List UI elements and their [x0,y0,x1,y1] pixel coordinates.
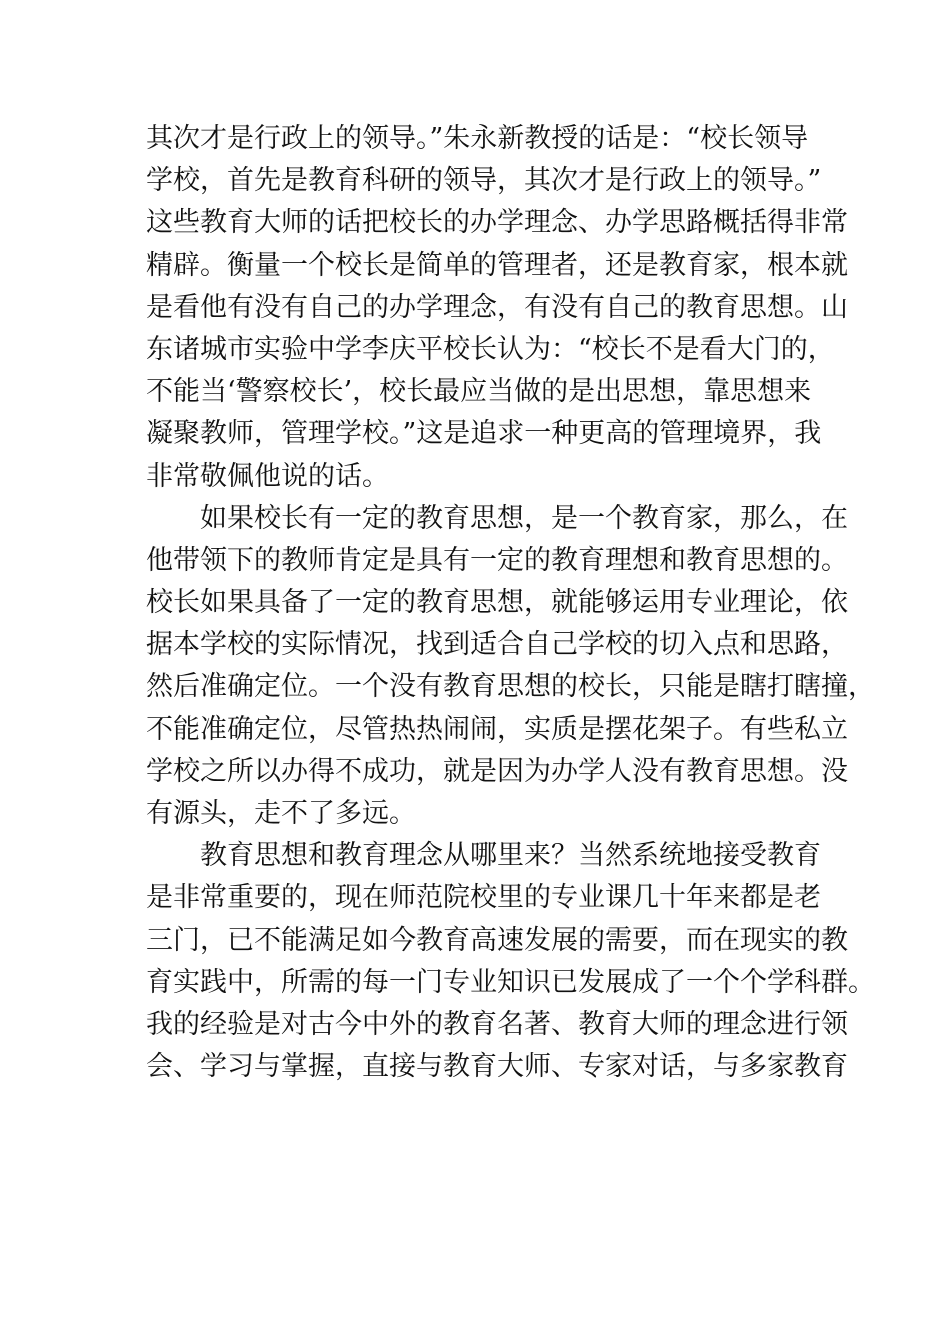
paragraph-2-line-1: 如果校长有一定的教育思想，是一个教育家，那么，在 [200,502,848,534]
paragraph-3-line-4: 育实践中，所需的每一门专业知识已发展成了一个个学科群。 [146,966,875,998]
paragraph-1-line-3: 这些教育大师的话把校长的办学理念、办学思路概括得非常 [146,207,848,239]
paragraph-3-line-6: 会、学习与掌握，直接与教育大师、专家对话，与多家教育 [146,1051,848,1083]
paragraph-1-line-2: 学校，首先是教育科研的领导，其次才是行政上的领导。” [146,165,822,197]
paragraph-2-line-5: 然后准确定位。一个没有教育思想的校长，只能是瞎打瞎撞， [146,671,875,703]
body-text [146,118,875,1088]
paragraph-2-line-3: 校长如果具备了一定的教育思想，就能够运用专业理论，依 [146,587,848,619]
paragraph-1-line-9: 非常敬佩他说的话。 [146,460,389,492]
paragraph-3-line-2: 是非常重要的，现在师范院校里的专业课几十年来都是老 [146,882,821,914]
paragraph-2-line-6: 不能准确定位，尽管热热闹闹，实质是摆花架子。有些私立 [146,713,848,745]
paragraph-1-line-6: 东诸城市实验中学李庆平校长认为：“校长不是看大门的， [146,333,835,365]
paragraph-1-line-8: 凝聚教师，管理学校。”这是追求一种更高的管理境界，我 [146,418,822,450]
paragraph-3-line-3: 三门，已不能满足如今教育高速发展的需要，而在现实的教 [146,924,848,956]
paragraph-2-line-8: 有源头，走不了多远。 [146,798,416,829]
paragraph-2-line-4: 据本学校的实际情况，找到适合自己学校的切入点和思路， [146,629,848,661]
paragraph-1-line-7: 不能当‘警察校长’，校长最应当做的是出思想，靠思想来 [146,376,812,408]
paragraph-3-line-5: 我的经验是对古今中外的教育名著、教育大师的理念进行领 [146,1008,848,1040]
paragraph-1-line-5: 是看他有没有自己的办学理念，有没有自己的教育思想。山 [146,291,848,323]
paragraph-1-line-4: 精辟。衡量一个校长是简单的管理者，还是教育家，根本就 [146,249,848,281]
paragraph-2-line-7: 学校之所以办得不成功，就是因为办学人没有教育思想。没 [146,755,848,787]
paragraph-2-line-2: 他带领下的教师肯定是具有一定的教育理想和教育思想的。 [146,544,848,576]
paragraph-1-line-1: 其次才是行政上的领导。”朱永新教授的话是：“校长领导 [146,123,809,154]
paragraph-3-line-1: 教育思想和教育理念从哪里来？当然系统地接受教育 [200,840,821,872]
